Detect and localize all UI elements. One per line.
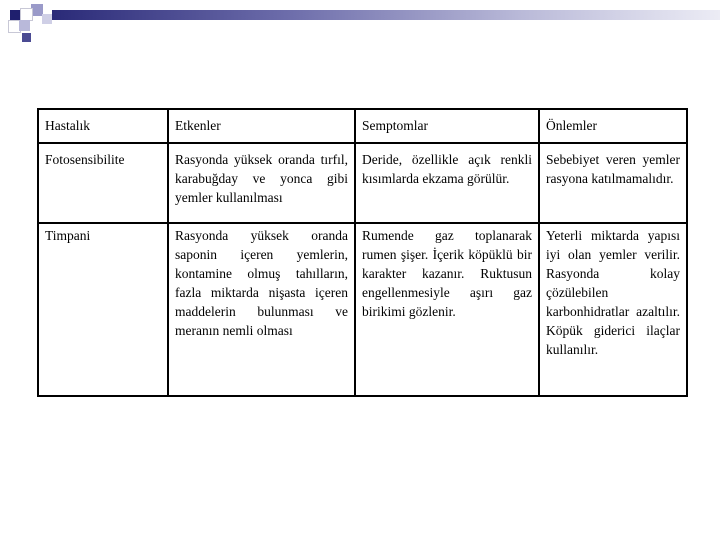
cell-symptoms: Deride, özellikle açık renkli kısımlarda ekzama görülür.	[355, 143, 539, 223]
header-cell-causes: Etkenler	[168, 109, 355, 143]
cell-causes: Rasyonda yüksek oranda tırfıl, karabuğday ve yonca gibi yemler kullanılması	[168, 143, 355, 223]
decor-square	[42, 14, 52, 24]
decor-square	[22, 33, 31, 42]
header-cell-prevention: Önlemler	[539, 109, 687, 143]
cell-disease: Fotosensibilite	[38, 143, 168, 223]
table-row	[38, 143, 687, 223]
cell-disease: Timpani	[38, 223, 168, 396]
cell-prevention: Yeterli miktarda yapısı iyi olan yemler verilir. Rasyonda kolay çözülebilen karbonhidratlar azaltılır. Köpük giderici ilaçlar kullanılır.	[539, 223, 687, 396]
decor-square	[19, 20, 30, 31]
cell-causes: Rasyonda yüksek oranda saponin içeren yemlerin, kontamine olmuş tahılların, fazla miktarda nişasta içeren maddelerin bulunması ve meranın nemli olması	[168, 223, 355, 396]
header-gradient-band	[52, 10, 720, 20]
header-cell-disease: Hastalık	[38, 109, 168, 143]
table-row	[38, 223, 687, 396]
header-decoration	[0, 0, 720, 50]
cell-symptoms: Rumende gaz toplanarak rumen şişer. İçerik köpüklü bir karakter kazanır. Ruktusun engellenmesiyle aşırı gaz birikimi gözlenir.	[355, 223, 539, 396]
decor-square	[10, 10, 20, 20]
cell-prevention: Sebebiyet veren yemler rasyona katılmamalıdır.	[539, 143, 687, 223]
table-header-row	[38, 109, 687, 143]
disease-table	[37, 108, 688, 397]
header-cell-symptoms: Semptomlar	[355, 109, 539, 143]
